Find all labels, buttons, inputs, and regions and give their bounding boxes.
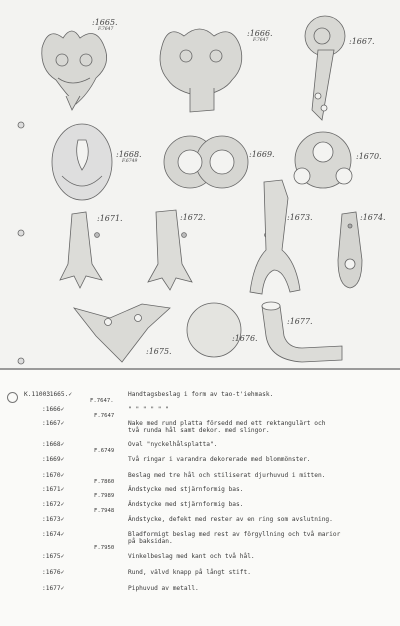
entry-number: :1673✓ — [42, 516, 65, 523]
catalog-row-1668 — [42, 441, 218, 454]
entry-reference: F.7647 — [94, 413, 115, 419]
entry-number: :1676✓ — [42, 569, 65, 576]
binder-hole — [18, 122, 24, 128]
catalog-row-1674 — [42, 531, 341, 551]
entry-description: Bladformigt beslag med rest av förgyllning och två marior — [128, 531, 341, 538]
object-1673-end-piece-defect — [250, 180, 300, 294]
entry-number: :1666✓ — [42, 406, 65, 413]
object-1676-round-button — [187, 303, 241, 357]
entry-number: :1667✓ — [42, 420, 65, 427]
punch-hole-icon — [7, 392, 18, 403]
drawing-label-1669: :1669. — [249, 150, 275, 159]
object-1671-end-piece — [60, 212, 102, 288]
object-1672-end-piece — [148, 210, 192, 290]
entry-number: :1665.✓ — [46, 391, 73, 398]
drawing-label-1667: :1667. — [349, 37, 375, 46]
entry-number: :1671✓ — [42, 486, 65, 493]
entry-reference: F.7989 — [94, 493, 115, 499]
collection-number: K.11003 — [24, 391, 51, 398]
object-1668-keyhole-plate — [52, 124, 112, 200]
entry-description: Oval "nyckelhålsplatta". — [128, 441, 218, 448]
entry-description-line2: två runda hål samt dekor. med slingor. — [128, 427, 270, 434]
entry-number: :1670✓ — [42, 472, 65, 479]
drawing-label-1670: :1670. — [356, 152, 382, 161]
entry-reference: F.7647. — [90, 398, 114, 404]
entry-reference: F.7948 — [94, 508, 115, 514]
catalog-row-1672 — [42, 501, 244, 514]
catalog-row-1666 — [42, 406, 169, 419]
drawing-label-1671: :1671. — [97, 214, 123, 223]
drawing-label-1674: :1674. — [360, 213, 386, 222]
drawing-label-1675: :1675. — [146, 347, 172, 356]
pencil-dot — [182, 233, 187, 238]
entry-description: Ändstycke med stjärnformig bas. — [128, 486, 244, 493]
entry-description: Två ringar i varandra dekorerade med blommönster. — [128, 456, 311, 463]
pencil-dot — [95, 233, 100, 238]
entry-number: :1669✓ — [42, 456, 65, 463]
catalog-row-1676 — [42, 569, 251, 576]
catalog-row-1675 — [42, 553, 255, 560]
drawing-label-1666: :1666. F.7647 — [247, 29, 273, 43]
drawing-label-1668: :1668. F.6749 — [116, 150, 142, 164]
entry-description: Vinkelbeslag med kant och två hål. — [128, 553, 255, 560]
entry-description: Handtagsbeslag i form av tao-t'iehmask. — [128, 391, 274, 398]
object-1669-double-ring — [164, 136, 248, 188]
entry-description-line2: på baksidan. — [128, 538, 173, 545]
entry-number: :1674✓ — [42, 531, 65, 538]
entry-description: Nake med rund platta försedd med ett rektangulärt och — [128, 420, 326, 427]
object-1674-leaf-fitting — [338, 212, 362, 288]
entry-description: " " " " " " — [128, 406, 169, 413]
entry-number: :1675✓ — [42, 553, 65, 560]
entry-description: Ändstycke med stjärnformig bas. — [128, 501, 244, 508]
entry-number: :1677✓ — [42, 585, 65, 592]
object-1665-mask-handle — [42, 31, 107, 110]
object-1667-ring-plate — [305, 16, 345, 120]
entry-reference: F.7950 — [94, 545, 115, 551]
catalog-row-1669 — [42, 456, 311, 463]
catalog-row-1667 — [42, 420, 326, 434]
drawing-label-1665: :1665. F.7647 — [92, 18, 118, 32]
object-1677-pipe-head — [262, 302, 342, 362]
catalog-row-1671 — [42, 486, 244, 499]
object-1670-three-hole-fitting — [294, 132, 352, 188]
entry-number: :1668✓ — [42, 441, 65, 448]
entry-description: Beslag med tre hål och stiliserat djurhuvud i mitten. — [128, 472, 326, 479]
object-1666-mask-handle — [160, 29, 242, 112]
entry-description: Rund, välvd knapp på långt stift. — [128, 569, 251, 576]
binder-hole — [18, 358, 24, 364]
drawing-label-1672: :1672. — [180, 213, 206, 222]
catalog-row-1677 — [42, 585, 199, 592]
catalog-row-1670 — [42, 472, 326, 485]
drawing-label-1677: :1677. — [287, 317, 313, 326]
drawing-label-1673: :1673. — [287, 213, 313, 222]
entry-number: :1672✓ — [42, 501, 65, 508]
binder-hole — [18, 230, 24, 236]
drawing-label-1676: :1676. — [232, 334, 258, 343]
entry-reference: F.6749 — [94, 448, 115, 454]
entry-description: Ändstycke, defekt med rester av en ring som avslutning. — [128, 516, 333, 523]
entry-description: Piphuvud av metall. — [128, 585, 199, 592]
entry-reference: F.7860 — [94, 479, 115, 485]
catalog-row-1665 — [24, 391, 274, 404]
catalog-row-1673 — [42, 516, 333, 523]
